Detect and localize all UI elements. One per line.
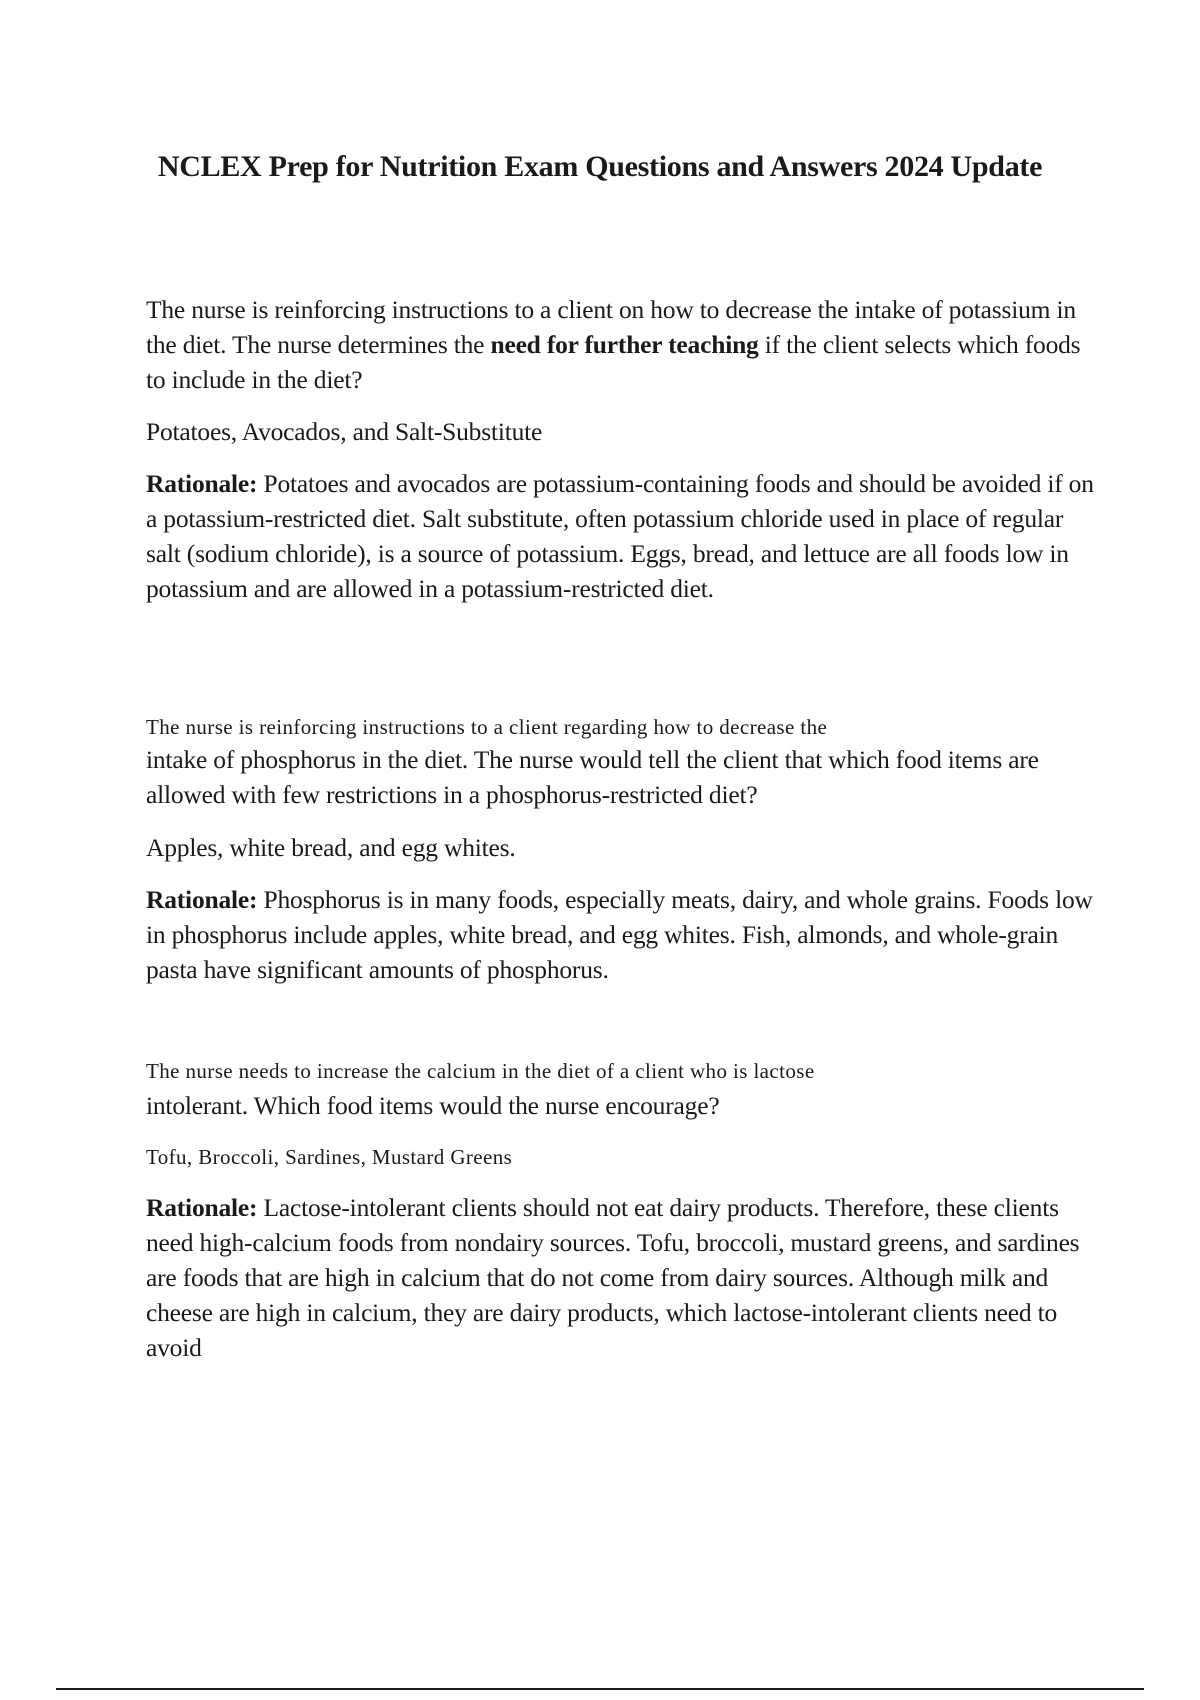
question-3-rationale (146, 1190, 1096, 1365)
question-2-answer: Apples, white bread, and egg whites. (146, 833, 516, 862)
question-1-text-end: if the client selects which foods to include in the diet? (146, 330, 1081, 394)
question-2-rationale-label: Rationale: (146, 885, 258, 914)
document-title: NCLEX Prep for Nutrition Exam Questions and Answers 2024 Update (157, 150, 1043, 183)
question-1-text (146, 292, 1096, 397)
question-1-rationale-label: Rationale: (146, 469, 258, 498)
question-1-rationale (146, 466, 1096, 606)
question-2-rationale-text: Phosphorus is in many foods, especially meats, dairy, and whole grains. Foods low in phosphorus include apples, white bread, and egg whites. Fish, almonds, and whole-grain pasta have significant amounts of phosphorus. (146, 885, 1093, 984)
question-3-text: intolerant. Which food items would the nurse encourage? (146, 1091, 720, 1120)
question-3-rationale-text: Lactose-intolerant clients should not eat dairy products. Therefore, these clients need high-calcium foods from nondairy sources. Tofu, broccoli, mustard greens, and sardines are foods that are high in calcium that do not come from dairy sources. Although milk and cheese are high in calcium, they are dairy products, which lactose-intolerant clients need to avoid (146, 1193, 1080, 1362)
question-2-text: intake of phosphorus in the diet. The nurse would tell the client that which food items are allowed with few restrictions in a phosphorus-restricted diet? (146, 745, 1039, 809)
question-2-lead: The nurse is reinforcing instructions to a client regarding how to decrease the (146, 715, 828, 739)
question-1-rationale-text: Potatoes and avocados are potassium-containing foods and should be avoided if on a potassium-restricted diet. Salt substitute, often potassium chloride used in place of regular salt (sodium chloride), is a source of potassium. Eggs, bread, and lettuce are all foods low in potassium and are allowed in a potassium-restricted diet. (146, 469, 1094, 603)
question-3-answer: Tofu, Broccoli, Sardines, Mustard Greens (146, 1145, 513, 1169)
question-3-rationale-label: Rationale: (146, 1193, 258, 1222)
question-2-rationale (146, 882, 1096, 987)
question-1-answer: Potatoes, Avocados, and Salt-Substitute (146, 417, 543, 446)
question-1-emphasis: need for further teaching (490, 330, 759, 359)
question-1-text-start: The nurse is reinforcing instructions to a client on how to decrease the intake of potassium in the diet. The nurse determines the (146, 295, 1076, 359)
question-3-lead: The nurse needs to increase the calcium in the diet of a client who is lactose (146, 1059, 815, 1083)
footer-divider (56, 1688, 1144, 1690)
